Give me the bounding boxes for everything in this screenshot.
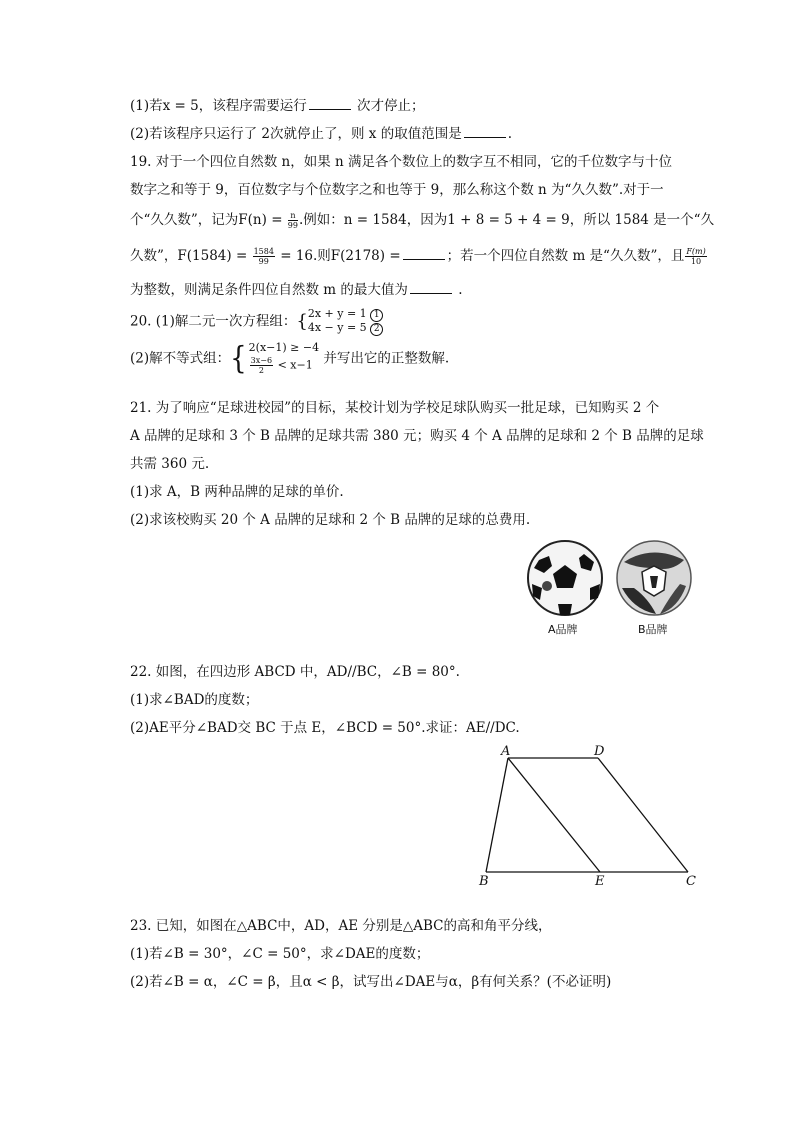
point-label-e: E [595, 874, 605, 889]
soccer-ball-b-image [612, 538, 696, 618]
fraction-num: n [288, 211, 298, 221]
circled-number: 2 [370, 323, 383, 336]
fraction-num: F(m) [686, 247, 706, 256]
q22-line1: 22. 如图，在四边形 ABCD 中，AD//BC，∠B = 80°. [130, 664, 460, 680]
q19-line5-text: 为整数，则满足条件四位自然数 m 的最大值为 [130, 282, 408, 298]
answer-blank [403, 246, 445, 260]
fraction [685, 247, 706, 266]
fraction-den: 99 [258, 257, 269, 266]
q21-line1: 21. 为了响应“足球进校园”的目标，某校计划为学校足球队购买一批足球，已知购买 2 个 [130, 400, 660, 416]
equation-system [308, 308, 383, 336]
q18-part1-text: (1)若x = 5，该程序需要运行 [130, 98, 307, 114]
brace-icon: { [230, 340, 247, 377]
circled-number: 1 [370, 309, 383, 322]
fraction-den: 99 [287, 221, 298, 230]
fraction [253, 247, 275, 266]
q20-part1 [130, 308, 383, 336]
inequality-1: 2(x−1) ≥ −4 [248, 341, 320, 354]
q20-part2-label: (2)解不等式组： [130, 350, 231, 367]
q21-part1: (1)求 A，B 两种品牌的足球的单价. [130, 484, 344, 500]
point-label-d: D [594, 744, 605, 759]
q19-line5-tail: . [458, 282, 463, 298]
q23-part2: (2)若∠B = α，∠C = β，且α < β，试写出∠DAE与α，β有何关系？(不必证明) [130, 974, 612, 990]
segment-ab [486, 758, 508, 872]
q22-part2: (2)AE平分∠BAD交 BC 于点 E，∠BCD = 50°.求证：AE//DC. [130, 720, 520, 736]
inequality-system [249, 342, 319, 375]
q23-line1: 23. 已知，如图在△ABC中，AD，AE 分别是△ABC的高和角平分线， [130, 918, 552, 934]
point-label-b: B [479, 874, 489, 889]
q19-line2: 数字之和等于 9，百位数字与个位数字之和也等于 9，那么称这个数 n 为“久久数”.对于一 [130, 182, 664, 198]
inequality-2-rhs: < x−1 [277, 358, 313, 372]
answer-blank [410, 280, 452, 294]
q20-part2-tail: 并写出它的正整数解. [323, 350, 450, 367]
fraction-den: 2 [258, 366, 264, 375]
fraction-num: 1584 [253, 247, 274, 256]
trapezoid-figure [470, 740, 710, 900]
q19-line1: 19. 对于一个四位自然数 n，如果 n 满足各个数位上的数字互不相同，它的千位数字与十位 [130, 154, 673, 170]
q18-part1 [130, 96, 425, 116]
answer-blank [464, 124, 506, 138]
fraction-num: 3x−6 [250, 356, 273, 365]
q18-part1-tail: 次才停止； [357, 98, 425, 114]
q19-line4-mid: = 16.则F(2178) = [275, 248, 401, 264]
point-label-c: C [686, 874, 696, 889]
q21-line3: 共需 360 元. [130, 456, 210, 472]
point-label-a: A [501, 744, 511, 759]
segment-dc [598, 758, 688, 872]
q19-line4-text: 久数”，F(1584) = [130, 248, 252, 264]
brace-icon: { [296, 311, 308, 332]
q19-line3-text: 个“久久数”，记为F(n) = [130, 212, 287, 228]
q18-part2-text: (2)若该程序只运行了 2次就停止了，则 x 的取值范围是 [130, 126, 462, 142]
caption-brand-a: A品牌 [548, 623, 578, 636]
q19-line4-tail: ；若一个四位自然数 m 是“久久数”，且 [446, 248, 685, 264]
q20-part1-label: 20. (1)解二元一次方程组： [130, 313, 297, 330]
fraction [288, 211, 298, 230]
q23-part1: (1)若∠B = 30°，∠C = 50°，求∠DAE的度数； [130, 946, 430, 962]
answer-blank [309, 96, 351, 110]
q18-part2 [130, 124, 512, 144]
q20-part2 [130, 342, 449, 375]
equation-1 [308, 308, 383, 322]
q21-part2: (2)求该校购买 20 个 A 品牌的足球和 2 个 B 品牌的足球的总费用. [130, 512, 531, 528]
q22-part1: (1)求∠BAD的度数； [130, 692, 259, 708]
q19-line5 [130, 280, 462, 300]
q19-line3-tail: .例如：n = 1584，因为1 + 8 = 5 + 4 = 9，所以 1584 是一个“久 [298, 212, 715, 228]
equation-2-text: 4x − y = 5 [307, 321, 367, 334]
q18-part2-tail: . [507, 126, 512, 142]
fraction [250, 356, 273, 375]
q19-line4 [130, 246, 708, 266]
q19-line3 [130, 210, 714, 230]
inequality-2 [249, 356, 319, 375]
q21-line2: A 品牌的足球和 3 个 B 品牌的足球共需 380 元；购买 4 个 A 品牌的足球和 2 个 B 品牌的足球 [130, 428, 704, 444]
fraction-den: 10 [690, 257, 702, 266]
caption-brand-b: B品牌 [638, 623, 668, 636]
segment-ae [508, 758, 600, 872]
equation-1-text: 2x + y = 1 [307, 307, 367, 320]
soccer-ball-a-image [524, 538, 606, 618]
equation-2 [308, 322, 383, 336]
